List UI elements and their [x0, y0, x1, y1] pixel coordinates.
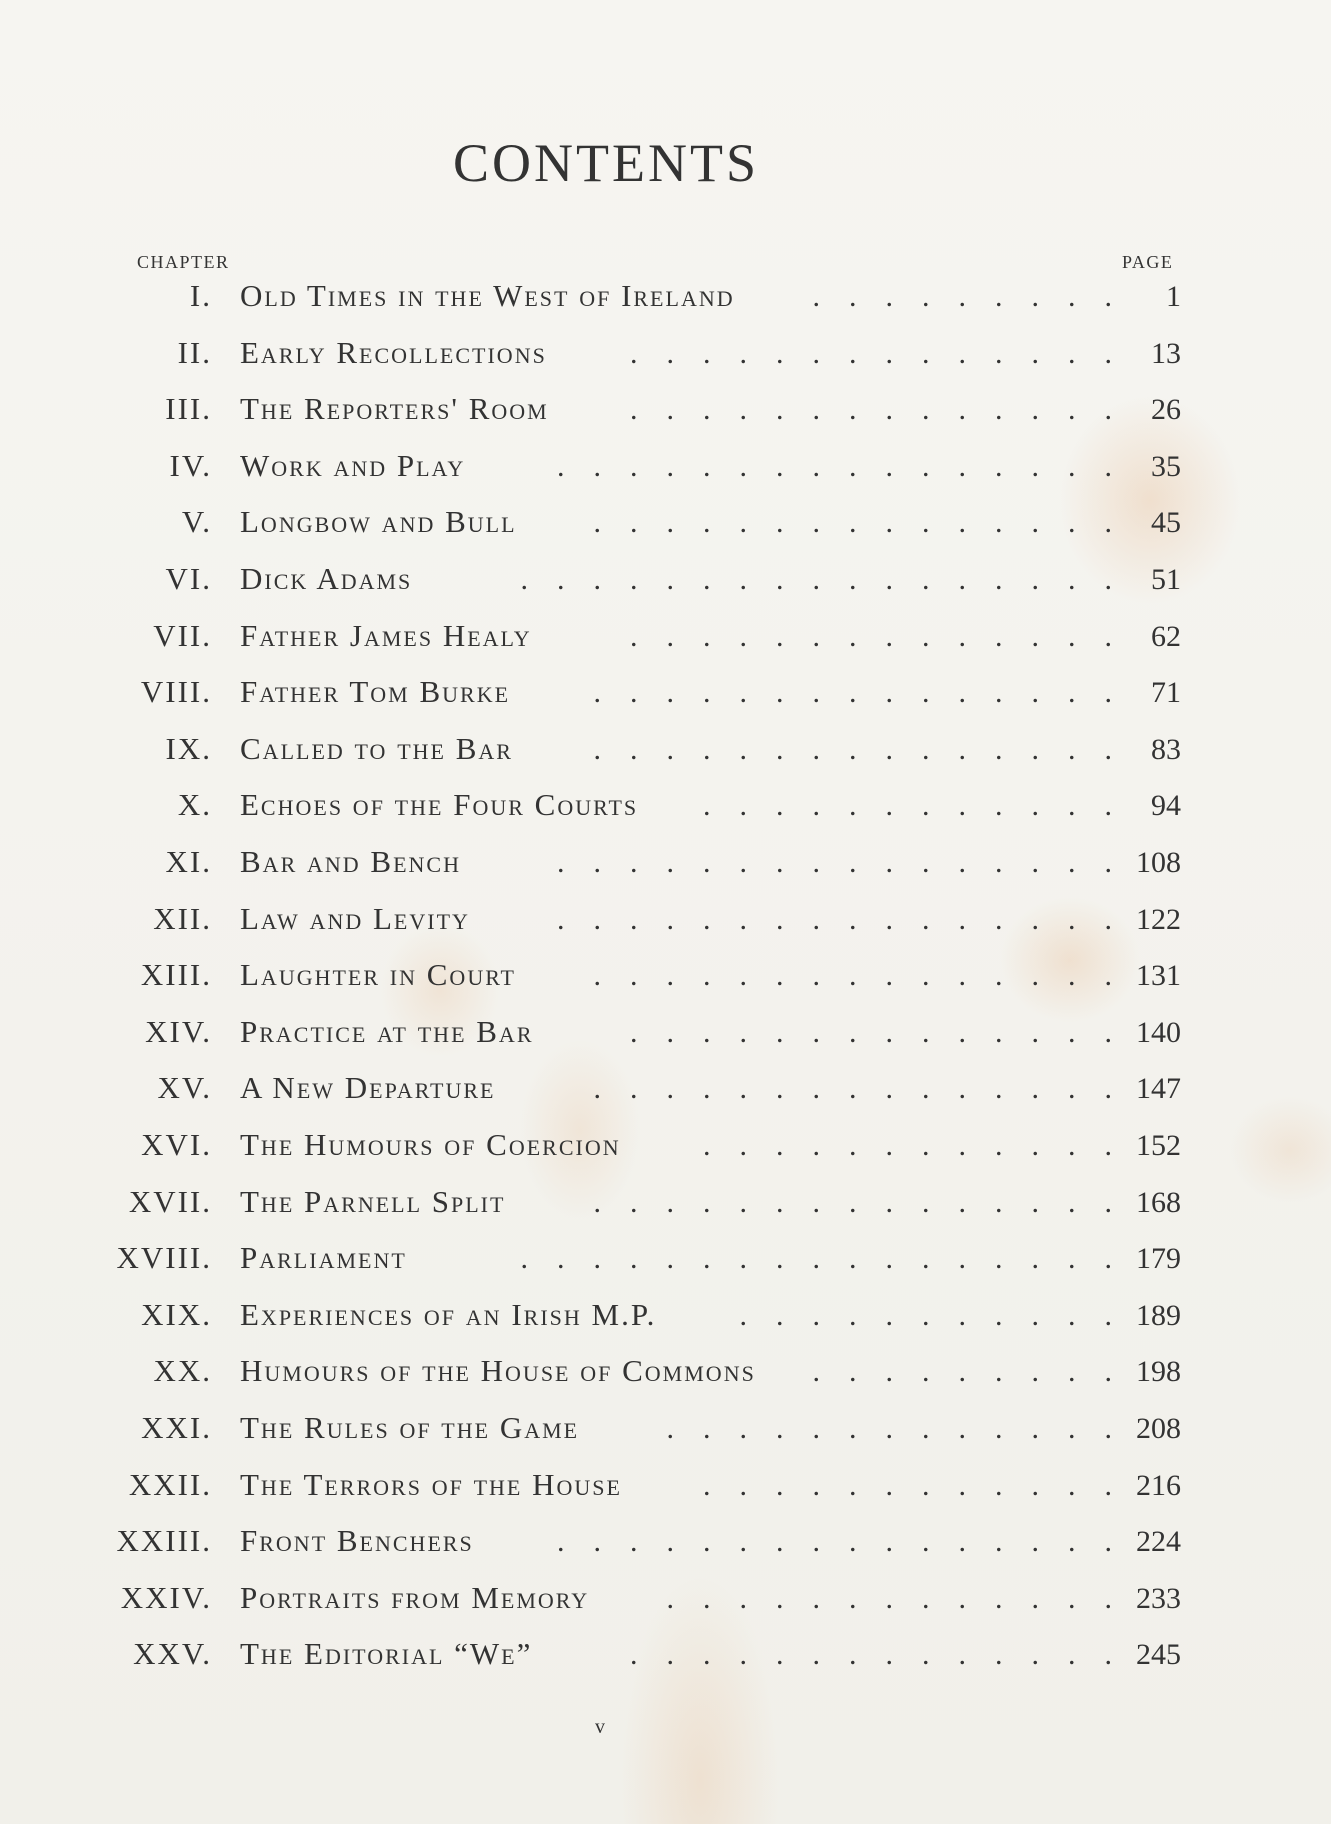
- contents-entry: [0, 561, 1331, 609]
- dot-leader: ..............: [630, 1015, 1141, 1049]
- page-number: 51: [1151, 563, 1181, 596]
- chapter-numeral: IX.: [165, 730, 212, 766]
- contents-entry: [0, 504, 1331, 552]
- contents-entry: [0, 1240, 1331, 1288]
- contents-entry: [0, 1467, 1331, 1515]
- chapter-numeral: IV.: [169, 447, 212, 483]
- chapter-numeral: XX.: [153, 1353, 212, 1389]
- chapter-title: Laughter in Court: [240, 957, 516, 993]
- page-number: 233: [1136, 1581, 1181, 1615]
- chapter-title: Portraits from Memory: [240, 1579, 590, 1615]
- chapter-title: The Humours of Coercion: [240, 1127, 621, 1162]
- page-number: 71: [1151, 676, 1181, 710]
- dot-leader: ............: [703, 1468, 1141, 1502]
- dot-leader: .................: [520, 563, 1141, 596]
- chapter-title: The Parnell Split: [240, 1183, 506, 1219]
- chapter-title: The Terrors of the House: [240, 1466, 622, 1502]
- chapter-numeral: VIII.: [140, 674, 212, 710]
- dot-leader: ................: [557, 1525, 1141, 1559]
- chapter-numeral: III.: [165, 391, 212, 427]
- page-number: 245: [1136, 1638, 1181, 1672]
- page-number: 62: [1151, 619, 1181, 653]
- page-number: 13: [1151, 336, 1181, 370]
- dot-leader: ................: [557, 902, 1141, 936]
- chapter-numeral: XVII.: [128, 1183, 212, 1219]
- contents-entry: [0, 1070, 1331, 1118]
- page-number: 216: [1136, 1468, 1181, 1502]
- contents-entry: [0, 731, 1331, 779]
- dot-leader: .............: [666, 1412, 1141, 1445]
- page-title: CONTENTS: [453, 133, 759, 193]
- chapter-numeral: II.: [177, 334, 212, 370]
- dot-leader: ............: [703, 789, 1141, 823]
- contents-entry: [0, 957, 1331, 1005]
- contents-entry: [0, 1410, 1331, 1458]
- chapter-numeral: VI.: [165, 561, 212, 596]
- page-column-header: PAGE: [1122, 252, 1174, 272]
- page-number: 1: [1166, 280, 1181, 313]
- dot-leader: ...........: [739, 1298, 1141, 1332]
- contents-entry: [0, 1353, 1331, 1401]
- chapter-title: Parliament: [240, 1240, 407, 1276]
- page-number: 83: [1151, 732, 1181, 766]
- contents-entry: [0, 1297, 1331, 1345]
- contents-entry: [0, 844, 1331, 892]
- chapter-title: Bar and Bench: [240, 844, 461, 879]
- dot-leader: .............: [666, 1581, 1141, 1615]
- chapter-title: The Editorial “We”: [240, 1636, 533, 1672]
- chapter-numeral: XXII.: [128, 1466, 212, 1502]
- contents-entry: [0, 335, 1331, 383]
- chapter-title: Experiences of an Irish M.P.: [240, 1296, 657, 1332]
- dot-leader: .................: [520, 1242, 1141, 1276]
- page-number: 122: [1136, 902, 1181, 936]
- page-number: 108: [1136, 846, 1181, 879]
- chapter-title: Called to the Bar: [240, 730, 513, 766]
- dot-leader: .........: [812, 280, 1141, 313]
- contents-entry: [0, 674, 1331, 722]
- contents-entry: [0, 1014, 1331, 1062]
- dot-leader: ...............: [593, 676, 1141, 710]
- dot-leader: ...............: [593, 732, 1141, 766]
- contents-entry: [0, 901, 1331, 949]
- chapter-numeral: I.: [189, 278, 212, 313]
- chapter-column-header: CHAPTER: [137, 252, 230, 272]
- page-number: 147: [1136, 1072, 1181, 1106]
- chapter-title: Dick Adams: [240, 561, 413, 596]
- page-number: 208: [1136, 1412, 1181, 1445]
- dot-leader: ...............: [593, 1185, 1141, 1219]
- page-number: 131: [1136, 959, 1181, 993]
- page-number: 224: [1136, 1525, 1181, 1559]
- chapter-numeral: XXIII.: [116, 1523, 212, 1559]
- page-number: 35: [1151, 449, 1181, 483]
- chapter-title: Work and Play: [240, 447, 466, 483]
- chapter-title: Old Times in the West of Ireland: [240, 278, 735, 313]
- dot-leader: ...............: [593, 959, 1141, 993]
- chapter-title: The Reporters' Room: [240, 391, 549, 427]
- chapter-title: Practice at the Bar: [240, 1013, 534, 1049]
- page-number: 94: [1151, 789, 1181, 823]
- contents-entry: [0, 618, 1331, 666]
- page-number: 179: [1136, 1242, 1181, 1276]
- chapter-numeral: XVIII.: [116, 1240, 212, 1276]
- contents-entry: [0, 1580, 1331, 1628]
- contents-entry: [0, 1184, 1331, 1232]
- chapter-title: Father James Healy: [240, 617, 532, 653]
- page-number: 26: [1151, 393, 1181, 427]
- chapter-title: Longbow and Bull: [240, 504, 517, 540]
- chapter-numeral: XIV.: [145, 1013, 212, 1049]
- chapter-numeral: VII.: [153, 617, 212, 653]
- page-number: 45: [1151, 506, 1181, 540]
- contents-entry: [0, 391, 1331, 439]
- contents-entry: [0, 1636, 1331, 1684]
- dot-leader: ..............: [630, 336, 1141, 370]
- page-number: 140: [1136, 1015, 1181, 1049]
- contents-entry: [0, 1127, 1331, 1175]
- chapter-title: Early Recollections: [240, 334, 547, 370]
- dot-leader: ...............: [593, 506, 1141, 540]
- contents-entry: [0, 787, 1331, 835]
- page-number: 152: [1136, 1129, 1181, 1162]
- chapter-numeral: X.: [177, 787, 212, 823]
- contents-entry: [0, 1523, 1331, 1571]
- chapter-title: Father Tom Burke: [240, 674, 511, 710]
- page-number: 198: [1136, 1355, 1181, 1389]
- page-number: 168: [1136, 1185, 1181, 1219]
- chapter-numeral: XV.: [157, 1070, 212, 1106]
- page-number: 189: [1136, 1298, 1181, 1332]
- chapter-title: Front Benchers: [240, 1523, 474, 1559]
- page-folio: v: [595, 1716, 605, 1738]
- contents-entry: [0, 278, 1331, 326]
- chapter-numeral: XVI.: [141, 1127, 212, 1162]
- chapter-title: A New Departure: [240, 1070, 496, 1106]
- chapter-numeral: XIII.: [140, 957, 212, 993]
- chapter-numeral: XXIV.: [120, 1579, 212, 1615]
- dot-leader: ..............: [630, 1638, 1141, 1672]
- chapter-numeral: XIX.: [141, 1296, 212, 1332]
- contents-entry: [0, 448, 1331, 496]
- chapter-numeral: V.: [181, 504, 212, 540]
- dot-leader: ..............: [630, 393, 1141, 427]
- chapter-numeral: XXI.: [141, 1410, 212, 1445]
- chapter-numeral: XI.: [165, 844, 212, 879]
- chapter-title: Law and Levity: [240, 900, 470, 936]
- dot-leader: ................: [557, 846, 1141, 879]
- dot-leader: ............: [703, 1129, 1141, 1162]
- dot-leader: ..............: [630, 619, 1141, 653]
- dot-leader: ...............: [593, 1072, 1141, 1106]
- chapter-title: The Rules of the Game: [240, 1410, 580, 1445]
- chapter-title: Echoes of the Four Courts: [240, 787, 639, 823]
- chapter-numeral: XII.: [153, 900, 212, 936]
- chapter-numeral: XXV.: [133, 1636, 212, 1672]
- dot-leader: ................: [557, 449, 1141, 483]
- chapter-title: Humours of the House of Commons: [240, 1353, 756, 1389]
- dot-leader: .........: [812, 1355, 1141, 1389]
